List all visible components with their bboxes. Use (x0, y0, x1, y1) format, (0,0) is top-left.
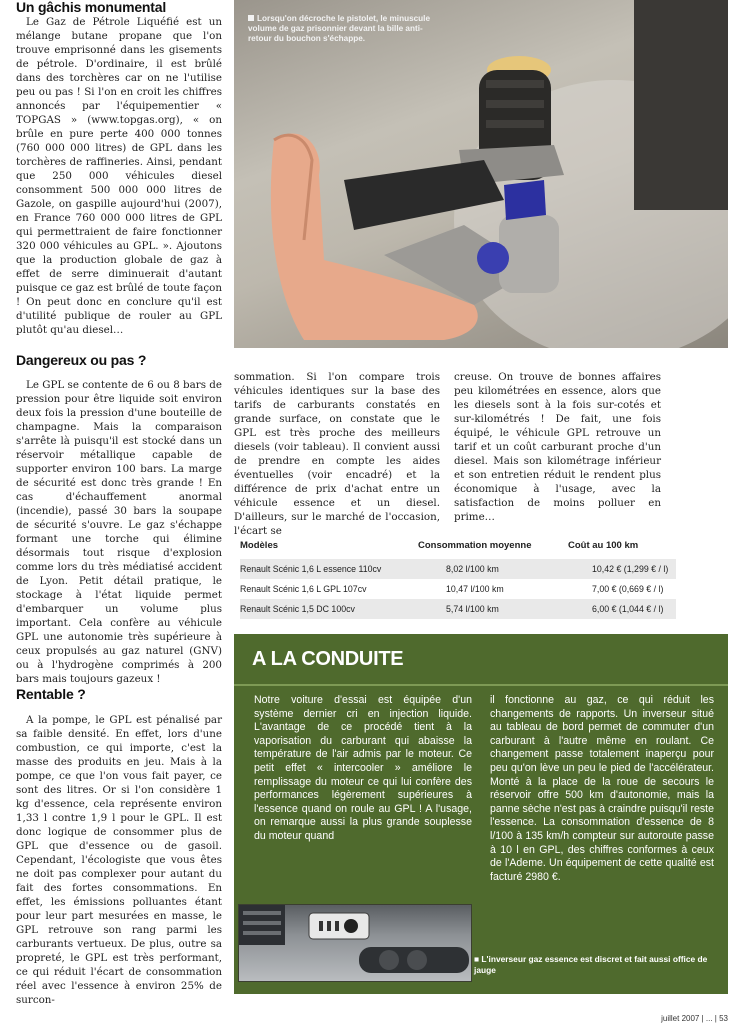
article-text-gachis: Le Gaz de Pétrole Liquéfié est un mélange butane propane que l'on trouve emprisonné dans les gisements de pétrole. D'ordinaire, il est brûlé dans des torchères car on ne l'utilise peu ou pas ! Si l'on en croit les chiffres annoncés par l'équipementier « TOPGAS » (www.topgas.org), « on brûle en pure perte 400 000 tonnes (760 000 000 litres) de GPL dans les torchères de raffineries. Ainsi, pendant que 250 000 véhicules diesel consomment 500 000 000 litres de Gazole, on gaspille aujourd'hui (2007), en France 760 000 000 litres de GPL qui permettraient de faire fonctionner 320 000 véhicules au GPL. ». Ajoutons que la production globale de gaz à effet de serre diminuerait d'autant puisque ce gaz est brûlé de toute façon ! On peut donc en conclure qu'il est d'utilité publique de rouler au GPL plutôt qu'au diesel… (16, 16, 222, 336)
table-row (240, 599, 676, 619)
section-title-rentable: Rentable ? (16, 686, 86, 702)
dashboard-switch-photo (238, 904, 472, 982)
table-header-model: Modèles (240, 540, 279, 551)
table-header-row (240, 540, 676, 559)
page-footer: juillet 2007 | ... | 53 (661, 1014, 728, 1023)
comparison-table-wrapper (240, 540, 676, 619)
box-title-divider (234, 684, 728, 686)
table-cell-model: Renault Scénic 1,5 DC 100cv (240, 599, 418, 619)
section-title-gachis: Un gâchis monumental (16, 0, 167, 15)
table-cell-cost: 6,00 € (1,044 € / l) (568, 599, 676, 619)
photo-caption: Lorsqu'on décroche le pistolet, le minuscule volume de gaz prisonnier devant la bille anti-retour du bouchon s'échappe. (248, 14, 431, 43)
article-text-middle: sommation. Si l'on compare trois véhicules identiques sur la base des tarifs de carburants constatés en grande surface, on constate que le GPL est très proche des meilleurs diesels (voir tableau). Il convient aussi de prendre en compte les aides éventuelles (voir encadré) et la différence de prix d'achat entre un véhicule essence et un diesel. D'ailleurs, sur le marché de l'occasion, l'écart se (234, 371, 440, 537)
table-cell-model: Renault Scénic 1,6 L GPL 107cv (240, 584, 367, 594)
comparison-table (240, 540, 676, 619)
caption-bullet-icon (248, 15, 254, 21)
section-title-dangereux: Dangereux ou pas ? (16, 352, 147, 368)
table-row (240, 559, 676, 579)
table-cell-consumption: 5,74 l/100 km (418, 599, 568, 619)
article-text-right: creuse. On trouve de bonnes affaires peu kilométrées en essence, alors que les diesels sont à la fois sur-cotés et sur-kilométrés ! De fait, une fois équipé, le véhicule GPL retrouve un tarif et un coût carburant proche d'un diesel. Mais son kilométrage inférieur et son entretien réduit le rendent plus économique à l'usage, avec la satisfaction de moins polluer en prime… (454, 371, 661, 523)
table-cell-consumption: 8,02 l/100 km (418, 559, 568, 579)
table-row (240, 579, 676, 599)
caption-bullet-icon: ■ (474, 954, 482, 964)
table-header-cost: Coût au 100 km (568, 540, 639, 551)
article-text-dangereux: Le GPL se contente de 6 ou 8 bars de pression pour être liquide soit environ deux fois la pression d'une bouteille de champagne. Mais la comparaison s'arrête là puisqu'il est stocké dans un réservoir métallique capable de supporter environ 100 bars. La marge de sécurité est donc très grande ! En cas d'échauffement anormal (incendie), passé 30 bars la soupape de sécurité s'ouvre. Le gaz s'échappe formant une torche qui élimine désormais tout risque d'explosion comme lors du très médiatisé accident de Lyon. Petit détail pratique, le stockage à l'état liquide permet d'embarquer un volume plus important. Cela confère au véhicule GPL une autonomie très supérieure à ceux propulsés au gaz naturel (GNV) ou à l'hydrogène comprimés à 200 bars mais toujours gazeux ! (16, 379, 222, 685)
article-text-rentable: A la pompe, le GPL est pénalisé par sa faible densité. En effet, lors d'une combustion, ce qui importe, c'est la masse des produits en jeu. Mais à la pompe, ce que l'on vous fait payer, ce sont des litres. Or si l'on considère 1 kg d'essence, cela représente environ 1,33 l contre 1,9 l pour le GPL. Il est donc logique de consommer plus de GPL que d'essence ou de gasoil. Cependant, l'écologiste que vous êtes ne doit pas complexer pour autant du fait des fortes consommations. En effet, les émissions polluantes étant pour leur part mesurées en masse, le GPL retrouve son rang parmi les carburants vertueux. De plus, outre sa propreté, le GPL est très performant, ce qui réduit l'écart de consommation réel avec l'essence à environ 25% de surcon- (16, 714, 222, 1006)
table-cell-cost: 7,00 € (0,669 € / l) (592, 584, 664, 594)
dashboard-illustration (239, 905, 471, 981)
box-title: A LA CONDUITE (252, 648, 404, 670)
box-text-right: il fonctionne au gaz, ce qui réduit les changements de rapports. Un inverseur situé au tableau de bord permet de commuter d'un carburant à l'autre même en roulant. Ce changement passe totalement inaperçu pour peu qu'on lève un peu le pied de l'accélérateur. Monté à la place de la roue de secours le réservoir offre 500 km d'autonomie, mais la panne sèche n'est pas à craindre puisqu'il reste l'essence. La consommation d'essence de 8 l/100 à 135 km/h compteur sur autoroute passe à 10 l en GPL, des chiffres conformes à ceux de l'Ademe. Un équipement de cette qualité est facturé 2980 €. (490, 694, 714, 883)
table-cell-consumption: 10,47 l/100 km (446, 584, 504, 594)
table-cell-model: Renault Scénic 1,6 L essence 110cv (240, 559, 418, 579)
table-header-consumption: Consommation moyenne (418, 540, 532, 551)
box-text-left: Notre voiture d'essai est équipée d'un système dernier cri en injection liquide. L'avantage de ce procédé tient à la vaporisation du carburant qui abaisse la température de l'air admis par le moteur. Ce petit effet « intercooler » améliore le remplissage du moteur ce qui lui confère des performances légèrement supérieures à l'essence quand on roule au GPL ! A l'usage, on remarque aussi la plus grande souplesse du moteur quand (254, 694, 472, 842)
nozzle-illustration (234, 0, 728, 348)
gas-nozzle-photo (234, 0, 728, 348)
box-caption: ■ L'inverseur gaz essence est discret et fait aussi office de jauge (474, 954, 708, 975)
table-cell-cost: 10,42 € (1,299 € / l) (568, 559, 676, 579)
